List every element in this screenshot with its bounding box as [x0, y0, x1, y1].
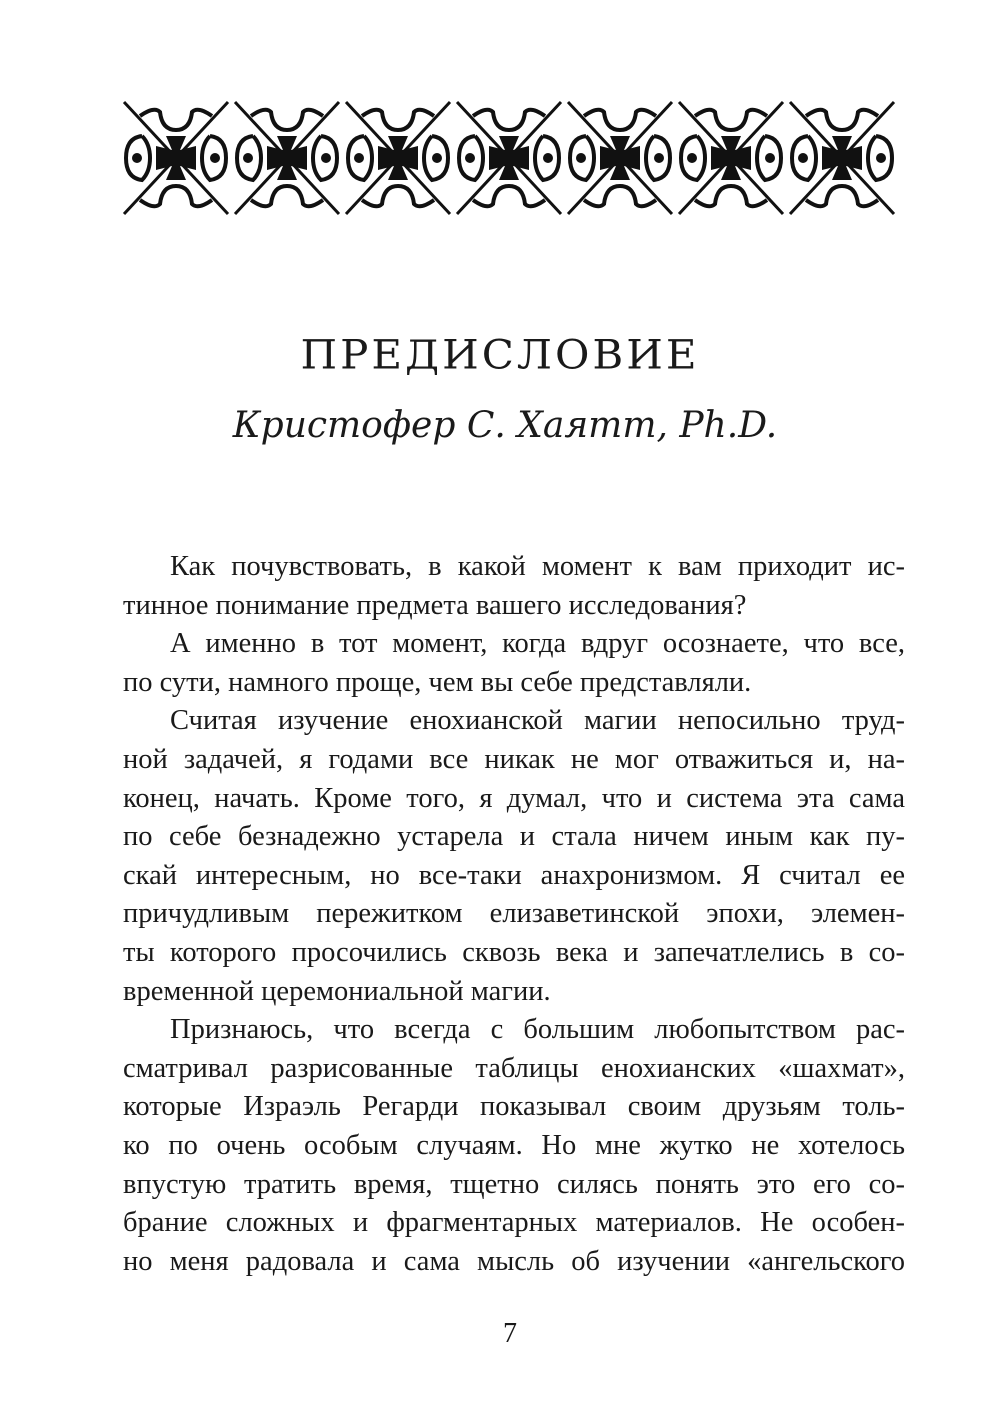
paragraph-line: временной церемониальной магии. [123, 975, 551, 1007]
paragraph-line: впустую тратить время, тщетно силясь понять это его со- [123, 1168, 905, 1200]
decorative-ornament-border [120, 98, 902, 218]
paragraph-line: ты которого просочились сквозь века и запечатлелись в со- [123, 936, 905, 968]
paragraph-line: но меня радовала и сама мысль об изучении «ангельского [123, 1245, 905, 1277]
paragraph-line: Как почувствовать, в какой момент к вам приходит ис- [170, 551, 905, 582]
paragraph-line: А именно в тот момент, когда вдруг осознаете, что все, [170, 628, 905, 660]
paragraph-line: Считая изучение енохианской магии непосильно труд- [170, 705, 905, 737]
chapter-title: ПРЕДИСЛОВИЕ [300, 331, 700, 378]
body-text [123, 548, 905, 1281]
page-number: 7 [503, 1318, 517, 1349]
paragraph-line: тинное понимание предмета вашего исследования? [123, 589, 747, 621]
paragraph-line: ко по очень особым случаям. Но мне жутко не хотелось [123, 1129, 905, 1161]
paragraph-line: по себе безнадежно устарела и стала ничем иным как пу- [123, 821, 905, 853]
paragraph-line: брание сложных и фрагментарных материалов. Не особен- [123, 1207, 905, 1239]
paragraph-line: сматривал разрисованные таблицы енохианских «шахмат», [123, 1052, 905, 1084]
paragraph-line: ной задачей, я годами все никак не мог отважиться и, на- [123, 743, 905, 775]
paragraph-line: причудливым пережитком елизаветинской эпохи, элемен- [123, 898, 905, 930]
paragraph-line: Признаюсь, что всегда с большим любопытством рас- [170, 1014, 905, 1046]
paragraph-line: скай интересным, но все-таки анахронизмом. Я считал ее [123, 859, 905, 891]
paragraph-line: конец, начать. Кроме того, я думал, что и система эта сама [123, 782, 905, 814]
paragraph-line: по сути, намного проще, чем вы себе представляли. [123, 666, 752, 698]
chapter-author: Кристофер С. Хаятт, Ph.D. [232, 405, 778, 446]
paragraph-line: которые Израэль Регарди показывал своим друзьям толь- [123, 1091, 905, 1123]
